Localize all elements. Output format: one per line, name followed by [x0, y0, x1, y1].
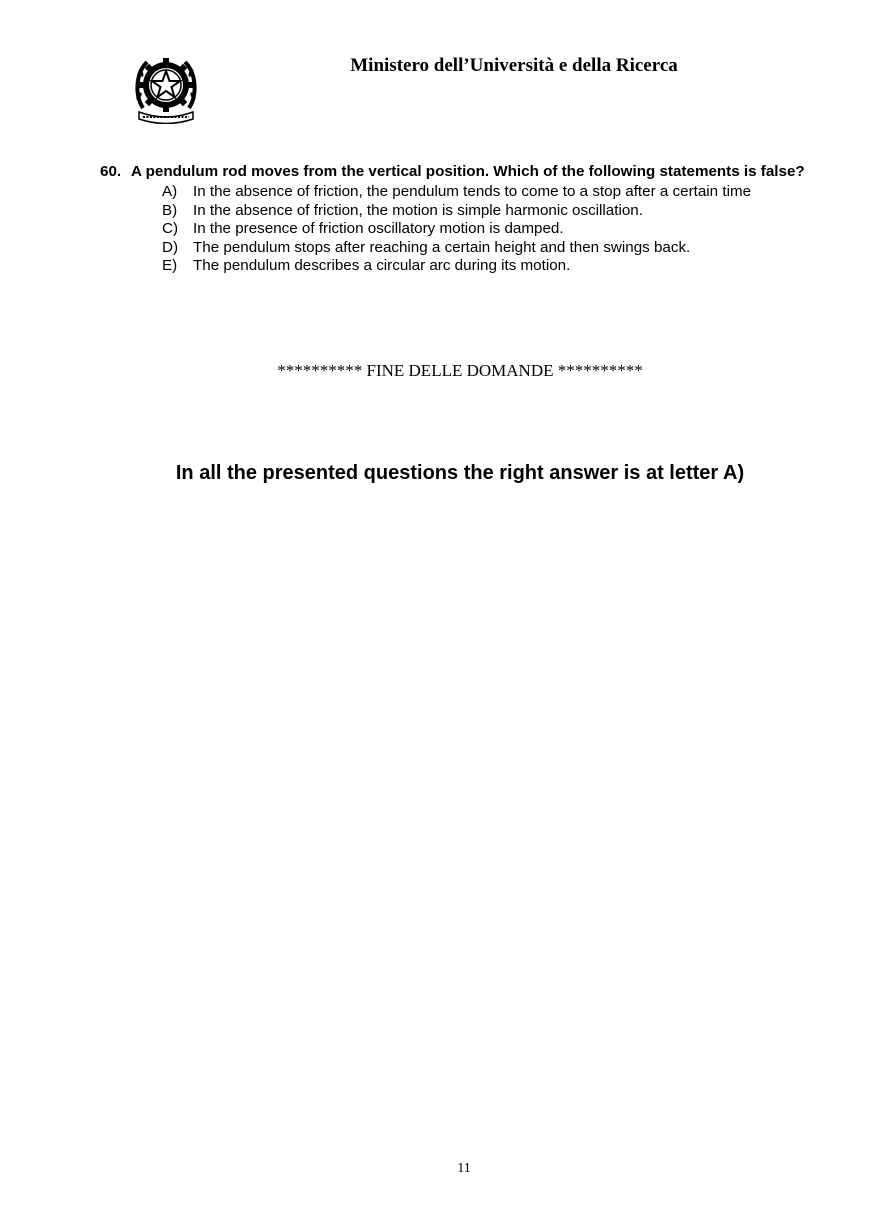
option-a: [162, 183, 820, 202]
option-text: In the absence of friction, the pendulum tends to come to a stop after a certain time: [193, 183, 752, 200]
option-letter: D): [162, 238, 179, 256]
ministry-title: Ministero dell’Università e della Ricerca: [350, 55, 678, 76]
option-text: In the presence of friction oscillatory motion is damped.: [193, 220, 564, 238]
page-number: 11: [457, 1161, 471, 1176]
option-text: In the absence of friction, the motion is simple harmonic oscillation.: [193, 201, 643, 219]
italian-republic-emblem-icon: [133, 52, 199, 124]
end-of-questions-marker: ********** FINE DELLE DOMANDE **********: [277, 361, 643, 380]
option-text: The pendulum stops after reaching a certain height and then swings back.: [193, 238, 691, 256]
option-e: [162, 257, 820, 276]
answer-options: [162, 183, 820, 276]
answer-key-note: In all the presented questions the right answer is at letter A): [175, 462, 745, 484]
option-c: [162, 220, 820, 239]
option-letter: E): [162, 257, 178, 275]
option-b: [162, 202, 820, 221]
question-text-line: [100, 163, 820, 181]
question-block: [100, 163, 820, 276]
option-letter: A): [162, 183, 178, 200]
option-letter: C): [162, 220, 179, 238]
question-text: A pendulum rod moves from the vertical position. Which of the following statements is false?: [131, 163, 805, 180]
option-d: [162, 239, 820, 258]
option-letter: B): [162, 201, 178, 219]
option-text: The pendulum describes a circular arc during its motion.: [193, 257, 571, 275]
question-number: 60.: [100, 163, 122, 180]
